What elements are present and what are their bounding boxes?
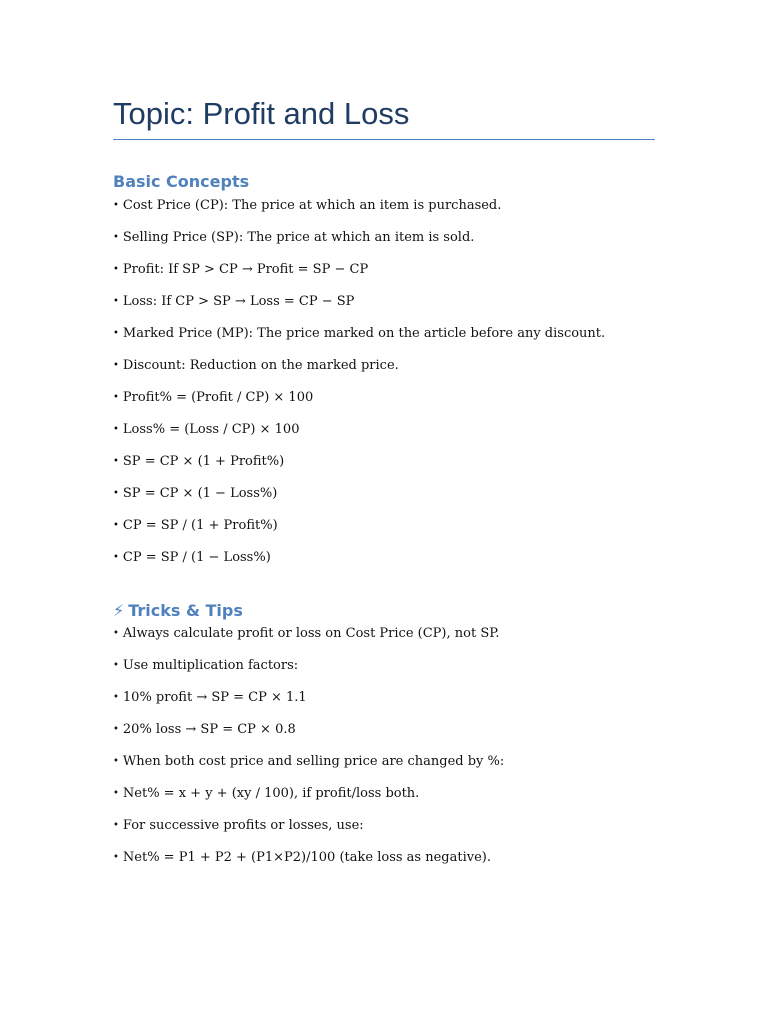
bullet-icon: • <box>113 660 119 671</box>
list-item-text: Profit% = (Profit / CP) × 100 <box>122 390 314 405</box>
list-item-text: Selling Price (SP): The price at which an item is sold. <box>122 230 475 245</box>
bullet-icon: • <box>113 788 119 799</box>
list-item <box>113 658 504 674</box>
list-item-text: Marked Price (MP): The price marked on the article before any discount. <box>122 326 606 341</box>
list-item <box>113 818 504 834</box>
list-item <box>113 230 605 246</box>
list-item <box>113 198 605 214</box>
bullet-icon: • <box>113 756 119 767</box>
list-item-text: CP = SP / (1 − Loss%) <box>122 550 271 565</box>
list-item-text: Net% = x + y + (xy / 100), if profit/loss both. <box>122 786 420 801</box>
bullet-icon: • <box>113 820 119 831</box>
list-item-text: SP = CP × (1 + Profit%) <box>122 454 285 469</box>
list-item <box>113 262 605 278</box>
list-item-text: 10% profit → SP = CP × 1.1 <box>122 690 307 705</box>
bullet-icon: • <box>113 692 119 703</box>
tricks-tips-list <box>113 626 504 882</box>
list-item <box>113 518 605 534</box>
section-heading-tricks-tips <box>113 601 243 621</box>
page-title: Topic: Profit and Loss <box>113 96 410 131</box>
list-item-text: SP = CP × (1 − Loss%) <box>122 486 278 501</box>
section-heading-text: Tricks & Tips <box>128 601 243 620</box>
bullet-icon: • <box>113 552 119 563</box>
list-item <box>113 690 504 706</box>
list-item <box>113 454 605 470</box>
list-item-text: When both cost price and selling price are changed by %: <box>122 754 505 769</box>
list-item <box>113 626 504 642</box>
lightning-bolt-icon: ⚡ <box>113 601 125 620</box>
bullet-icon: • <box>113 392 119 403</box>
list-item <box>113 550 605 566</box>
list-item-text: Profit: If SP > CP → Profit = SP − CP <box>122 262 369 277</box>
bullet-icon: • <box>113 424 119 435</box>
list-item <box>113 486 605 502</box>
list-item-text: Net% = P1 + P2 + (P1×P2)/100 (take loss as negative). <box>122 850 491 865</box>
bullet-icon: • <box>113 200 119 211</box>
list-item <box>113 326 605 342</box>
bullet-icon: • <box>113 520 119 531</box>
bullet-icon: • <box>113 628 119 639</box>
bullet-icon: • <box>113 852 119 863</box>
list-item <box>113 390 605 406</box>
list-item <box>113 786 504 802</box>
list-item <box>113 722 504 738</box>
list-item-text: Cost Price (CP): The price at which an item is purchased. <box>122 198 502 213</box>
list-item-text: For successive profits or losses, use: <box>122 818 364 833</box>
list-item-text: Always calculate profit or loss on Cost Price (CP), not SP. <box>122 626 500 641</box>
bullet-icon: • <box>113 232 119 243</box>
list-item-text: CP = SP / (1 + Profit%) <box>122 518 278 533</box>
list-item-text: Loss% = (Loss / CP) × 100 <box>122 422 300 437</box>
title-underline <box>113 139 655 140</box>
list-item-text: Loss: If CP > SP → Loss = CP − SP <box>122 294 355 309</box>
bullet-icon: • <box>113 296 119 307</box>
bullet-icon: • <box>113 264 119 275</box>
list-item <box>113 754 504 770</box>
basic-concepts-list <box>113 198 605 582</box>
section-heading-basic-concepts <box>113 172 249 192</box>
bullet-icon: • <box>113 360 119 371</box>
list-item-text: Discount: Reduction on the marked price. <box>122 358 399 373</box>
bullet-icon: • <box>113 488 119 499</box>
list-item <box>113 294 605 310</box>
list-item <box>113 850 504 866</box>
bullet-icon: • <box>113 724 119 735</box>
section-heading-text: Basic Concepts <box>113 172 250 191</box>
list-item-text: 20% loss → SP = CP × 0.8 <box>122 722 296 737</box>
bullet-icon: • <box>113 328 119 339</box>
list-item <box>113 422 605 438</box>
bullet-icon: • <box>113 456 119 467</box>
list-item-text: Use multiplication factors: <box>122 658 299 673</box>
list-item <box>113 358 605 374</box>
